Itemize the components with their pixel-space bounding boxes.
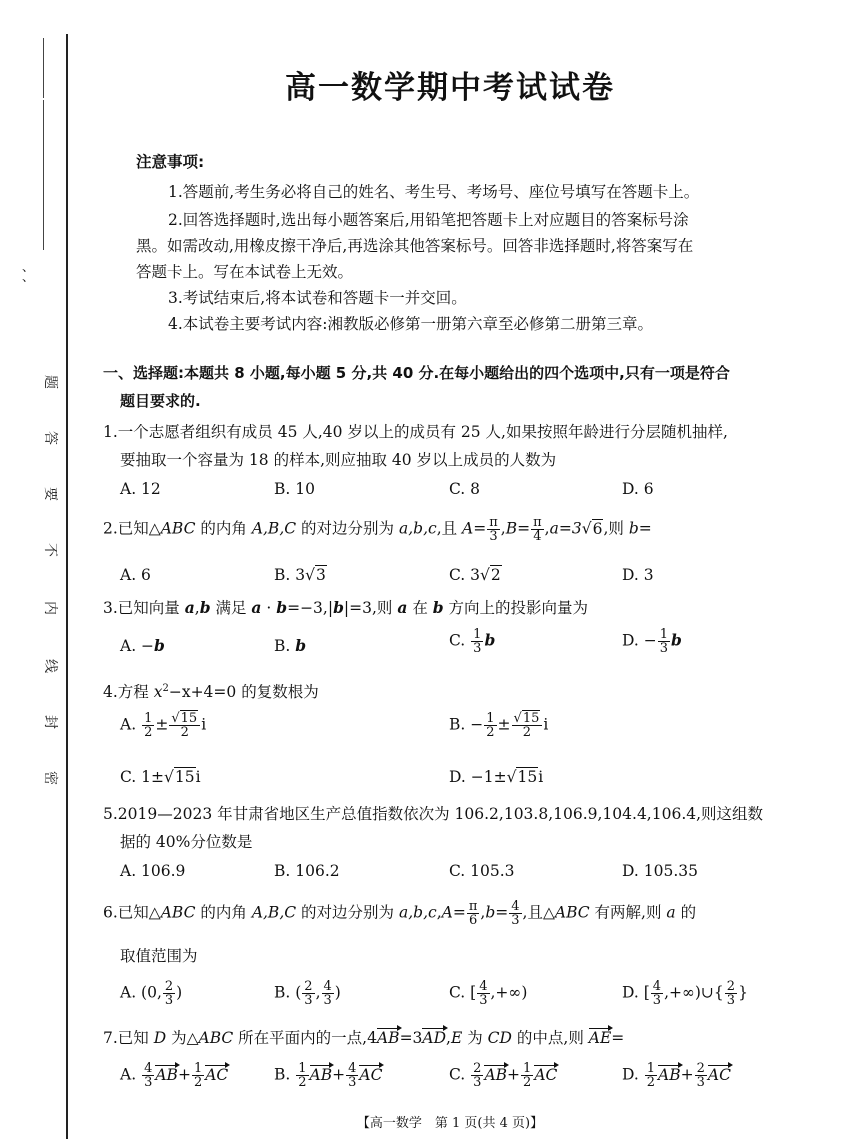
seal-char: 题 xyxy=(42,375,58,389)
binding-margin xyxy=(14,0,54,1148)
fraction: $\frac{\pi}{3}$ xyxy=(489,515,498,544)
fraction: $\frac{1}{2}$ xyxy=(523,1061,532,1090)
q4-option-b: B. − $\frac{1}{2}$ ± $\frac{√15}{2}$ i xyxy=(449,711,549,740)
fraction: $\frac{1}{2}$ xyxy=(646,1061,656,1090)
question-3: 3.已知向量 a,b 满足 a · b=−3,|b|=3,则 a 在 b 方向上的投影向量为 xyxy=(103,598,589,617)
note-3: 3.考试结束后,将本试卷和答题卡一并交回。 xyxy=(168,289,467,307)
fraction: $\frac{2}{3}$ xyxy=(726,979,736,1008)
seal-char: 线 xyxy=(42,659,58,673)
question-4: 4.方程 $x^2-x+4=0$ 的复数根为 xyxy=(103,682,319,701)
note-4: 4.本试卷主要考试内容:湘教版必修第一册第六章至必修第二册第三章。 xyxy=(168,315,654,333)
fraction: $\frac{4}{3}$ xyxy=(511,899,520,928)
fraction: $\frac{2}{3}$ xyxy=(473,1061,482,1090)
question-1-cont: 要抽取一个容量为 18 的样本,则应抽取 40 岁以上成员的人数为 xyxy=(120,451,557,469)
margin-marks: 、 、 xyxy=(22,260,35,284)
seal-char: 内 xyxy=(42,601,58,615)
fraction: $\frac{4}{3}$ xyxy=(652,979,662,1008)
q6-option-b: B. ( $\frac{2}{3}$ , $\frac{4}{3}$ ) xyxy=(274,979,341,1008)
q1-option-d: D. 6 xyxy=(622,480,654,498)
fraction: $\frac{1}{3}$ xyxy=(473,627,482,656)
note-1: 1.答题前,考生务必将自己的姓名、考生号、考场号、座位号填写在答题卡上。 xyxy=(168,183,700,201)
q4-option-d: D. −1±√15i xyxy=(449,768,544,786)
note-2: 2.回答选择题时,选出每小题答案后,用铅笔把答题卡上对应题目的答案标号涂 xyxy=(168,211,689,229)
fraction: $\frac{1}{2}$ xyxy=(144,711,153,740)
question-2: 2.已知△ABC 的内角 A,B,C 的对边分别为 a,b,c,且 A= $\frac{\pi}{3}$ ,B= $\frac{\pi}{4}$ ,a=3√6,则 b= xyxy=(103,515,652,544)
page-title: 高一数学期中考试试卷 xyxy=(285,70,615,106)
fraction: $\frac{4}{3}$ xyxy=(479,979,488,1008)
q5-option-a: A. 106.9 xyxy=(120,862,186,880)
q2-option-b: B. 3√3 xyxy=(274,566,326,584)
question-5-cont: 据的 40%分位数是 xyxy=(120,833,253,851)
question-6-cont: 取值范围为 xyxy=(120,947,198,965)
section-heading: 一、选择题:本题共 8 小题,每小题 5 分,共 40 分.在每小题给出的四个选项中,只有一项是符合 xyxy=(103,364,730,382)
fraction: $\frac{√15}{2}$ xyxy=(512,712,543,739)
fraction: $\frac{4}{3}$ xyxy=(144,1061,153,1090)
seal-char: 密 xyxy=(42,771,58,785)
fraction: $\frac{\pi}{6}$ xyxy=(468,899,478,928)
fraction: $\frac{4}{3}$ xyxy=(348,1061,357,1090)
q4-option-c: C. 1±√15i xyxy=(120,768,201,786)
q2-option-d: D. 3 xyxy=(622,566,654,584)
section-heading-cont: 题目要求的. xyxy=(120,392,201,410)
fraction: $\frac{1}{2}$ xyxy=(298,1061,307,1090)
q3-option-b: B. b xyxy=(274,636,307,655)
q5-option-c: C. 105.3 xyxy=(449,862,515,880)
notes-heading: 注意事项: xyxy=(136,153,205,171)
q6-option-c: C. [ $\frac{4}{3}$ ,+∞) xyxy=(449,979,528,1008)
note-2-cont: 黑。如需改动,用橡皮擦干净后,再选涂其他答案标号。回答非选择题时,将答案写在 xyxy=(136,237,694,255)
q5-option-d: D. 105.35 xyxy=(622,862,698,880)
margin-rule xyxy=(43,100,44,250)
question-5: 5.2019—2023 年甘肃省地区生产总值指数依次为 106.2,103.8,106.9,104.4,106.4,则这组数 xyxy=(103,805,764,823)
fraction: $\frac{2}{3}$ xyxy=(304,979,313,1008)
q7-option-d: D. $\frac{1}{2}$ AB+ $\frac{2}{3}$ AC xyxy=(622,1061,731,1090)
q2-option-a: A. 6 xyxy=(120,566,151,584)
q6-option-a: A. (0, $\frac{2}{3}$ ) xyxy=(120,979,183,1008)
q4-option-a: A. $\frac{1}{2}$ ± $\frac{√15}{2}$ i xyxy=(120,711,207,740)
q7-option-c: C. $\frac{2}{3}$ AB+ $\frac{1}{2}$ AC xyxy=(449,1061,558,1090)
q7-option-b: B. $\frac{1}{2}$ AB+ $\frac{4}{3}$ AC xyxy=(274,1061,383,1090)
q3-option-c: C. $\frac{1}{3}$ b xyxy=(449,627,496,656)
fraction: $\frac{1}{2}$ xyxy=(486,711,495,740)
q7-option-a: A. $\frac{4}{3}$ AB+ $\frac{1}{2}$ AC xyxy=(120,1061,229,1090)
q5-option-b: B. 106.2 xyxy=(274,862,340,880)
q3-option-d: D. − $\frac{1}{3}$ b xyxy=(622,627,682,656)
seal-char: 要 xyxy=(42,487,58,501)
question-1: 1.一个志愿者组织有成员 45 人,40 岁以上的成员有 25 人,如果按照年龄进行分层随机抽样, xyxy=(103,423,728,441)
page-footer: 【高一数学 第 1 页(共 4 页)】 xyxy=(356,1116,544,1131)
question-6: 6.已知△ABC 的内角 A,B,C 的对边分别为 a,b,c,A= $\frac{\pi}{6}$ ,b= $\frac{4}{3}$ ,且△ABC 有两解,则 a 的 xyxy=(103,899,697,928)
seal-char: 答 xyxy=(42,431,58,445)
q2-option-c: C. 3√2 xyxy=(449,566,501,584)
note-2-cont: 答题卡上。写在本试卷上无效。 xyxy=(136,263,354,281)
q1-option-b: B. 10 xyxy=(274,480,315,498)
fraction: $\frac{2}{3}$ xyxy=(696,1061,705,1090)
seal-line xyxy=(66,34,68,1139)
q3-option-a: A. −b xyxy=(120,636,165,655)
q6-option-d: D. [ $\frac{4}{3}$ ,+∞)∪{ $\frac{2}{3}$ } xyxy=(622,979,748,1008)
seal-char: 不 xyxy=(42,543,58,557)
fraction: $\frac{1}{2}$ xyxy=(193,1061,203,1090)
fraction: $\frac{\pi}{4}$ xyxy=(533,515,542,544)
fraction: $\frac{√15}{2}$ xyxy=(169,712,200,739)
question-7: 7.已知 D 为△ABC 所在平面内的一点,4AB=3AD,E 为 CD 的中点,则 AE= xyxy=(103,1029,625,1047)
q1-option-a: A. 12 xyxy=(120,480,161,498)
q1-option-c: C. 8 xyxy=(449,480,481,498)
fraction: $\frac{1}{3}$ xyxy=(659,627,668,656)
fraction: $\frac{4}{3}$ xyxy=(323,979,332,1008)
seal-char: 封 xyxy=(42,715,58,729)
fraction: $\frac{2}{3}$ xyxy=(164,979,174,1008)
